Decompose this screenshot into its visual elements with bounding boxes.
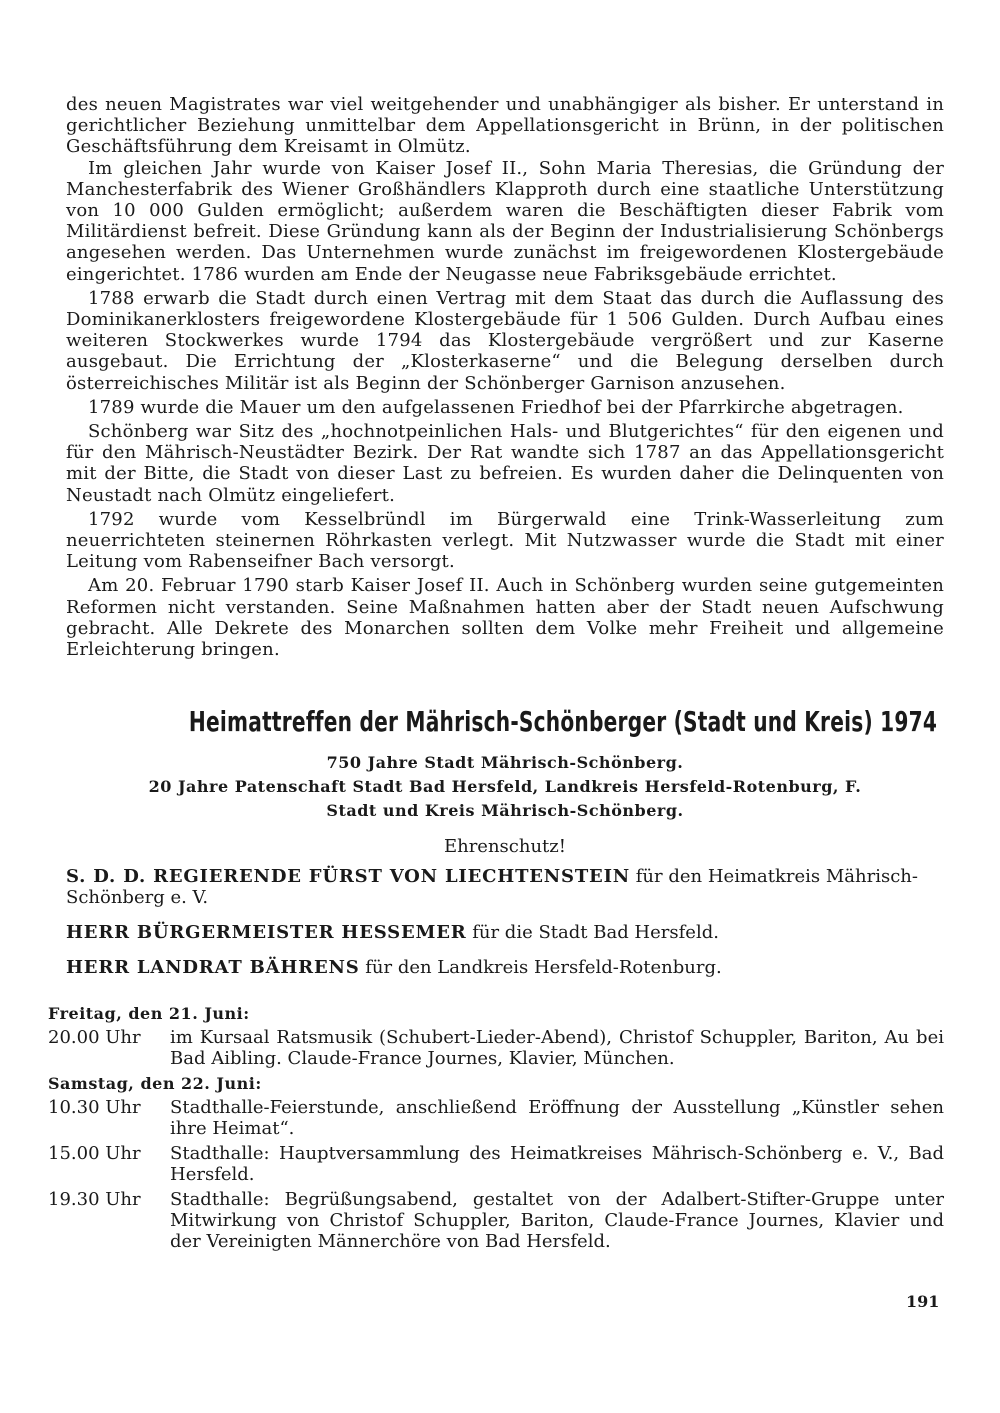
schedule-event: [48, 1189, 944, 1252]
event-time: 19.30 Uhr: [48, 1189, 141, 1211]
paragraph: 1789 wurde die Mauer um den aufgelassenen Friedhof bei der Pfarrkirche abgetragen.: [88, 396, 904, 418]
page: [48, 94, 944, 1256]
day-title: Samstag, den 22. Juni:: [48, 1074, 262, 1094]
patron-name: S. D. D. REGIERENDE FÜRST VON LIECHTENSTEIN: [66, 866, 631, 888]
paragraph: 1788 erwarb die Stadt durch einen Vertrag mit dem Staat das durch die Auflassung des Dominikanerklosters freigewordene Klostergebäude für 1 506 Gulden. Durch Aufbau eines weiteren Stockwerkes wurde 1794 das Klostergebäude vergrößert und zur Kaserne ausgebaut. Die Errichtung der „Klosterkaserne“ und die Belegung derselben durch österreichisches Militär ist als Beginn der Schönberger Garnison anzusehen.: [66, 287, 944, 394]
event-description: im Kursaal Ratsmusik (Schubert-Lieder-Abend), Christof Schuppler, Bariton, Au bei Bad Aibling. Claude-France Journes, Klavier, München.: [170, 1027, 944, 1070]
patron-text: für die Stadt Bad Hersfeld.: [466, 922, 719, 944]
event-time: 20.00 Uhr: [48, 1027, 141, 1049]
day-title: Freitag, den 21. Juni:: [48, 1004, 250, 1024]
subheadings: [66, 751, 944, 823]
patron-entry: [66, 922, 944, 943]
patron-name: HERR LANDRAT BÄHRENS: [66, 957, 360, 979]
paragraph: Im gleichen Jahr wurde von Kaiser Josef II., Sohn Maria Theresias, die Gründung der Manchesterfabrik des Wiener Großhändlers Klapproth durch eine staatliche Unterstützung von 10 000 Gulden ermöglicht; außerdem waren die Beschäftigten dieser Fabrik vom Militärdienst befreit. Diese Gründung kann als der Beginn der Industrialisierung Schönbergs angesehen werden. Das Unternehmen wurde zunächst im freigewordenen Klostergebäude eingerichtet. 1786 wurden am Ende der Neugasse neue Fabriksgebäude errichtet.: [66, 157, 944, 285]
event-description: Stadthalle: Hauptversammlung des Heimatkreises Mährisch-Schönberg e. V., Bad Hersfeld.: [170, 1143, 944, 1186]
schedule-event: [48, 1097, 944, 1139]
patron-entry: [66, 866, 944, 908]
patron-text: für den Heimatkreis Mährisch-Schönberg e. V.: [66, 866, 918, 909]
patron-name: HERR BÜRGERMEISTER HESSEMER: [66, 922, 467, 944]
subheading: 750 Jahre Stadt Mährisch-Schönberg.: [326, 753, 684, 773]
subheading: 20 Jahre Patenschaft Stadt Bad Hersfeld, Landkreis Hersfeld-Rotenburg, F.: [148, 777, 862, 797]
paragraph: des neuen Magistrates war viel weitgehender und unabhängiger als bisher. Er unterstand in gerichtlicher Beziehung unmittelbar dem Appellationsgericht in Brünn, in der politischen Geschäftsführung dem Kreisamt in Olmütz.: [66, 94, 944, 158]
schedule-day: [48, 1003, 944, 1069]
page-number: 191: [906, 1292, 940, 1311]
program-schedule: [48, 1003, 944, 1252]
event-description: Stadthalle-Feierstunde, anschließend Eröffnung der Ausstellung „Künstler sehen ihre Heimat“.: [170, 1097, 944, 1140]
paragraph: Am 20. Februar 1790 starb Kaiser Josef II. Auch in Schönberg wurden seine gutgemeinten Reformen nicht verstanden. Seine Maßnahmen hatten aber der Stadt neuen Aufschwung gebracht. Alle Dekrete des Monarchen sollten dem Volke mehr Freiheit und allgemeine Erleichterung bringen.: [66, 575, 944, 661]
schedule-event: [48, 1143, 944, 1185]
event-time: 10.30 Uhr: [48, 1097, 141, 1119]
patron-text: für den Landkreis Hersfeld-Rotenburg.: [359, 957, 722, 979]
schedule-event: [48, 1027, 944, 1069]
subheading: Stadt und Kreis Mährisch-Schönberg.: [326, 801, 684, 821]
honor-title: Ehrenschutz!: [443, 836, 567, 858]
patrons-list: [66, 866, 944, 978]
section-heading: Heimattreffen der Mährisch-Schönberger (Stadt und Kreis) 1974: [188, 705, 938, 739]
paragraph: 1792 wurde vom Kesselbründl im Bürgerwald eine Trink-Wasserleitung zum neuerrichteten steinernen Röhrkasten verlegt. Mit Nutzwasser wurde die Stadt mit einer Leitung vom Rabenseifner Bach versorgt.: [66, 508, 944, 573]
patron-entry: [66, 957, 944, 978]
event-description: Stadthalle: Begrüßungsabend, gestaltet von der Adalbert-Stifter-Gruppe unter Mitwirkung von Christof Schuppler, Bariton, Claude-France Journes, Klavier und der Vereinigten Männerchöre von Bad Hersfeld.: [170, 1189, 944, 1253]
event-time: 15.00 Uhr: [48, 1143, 141, 1165]
schedule-day: [48, 1073, 944, 1252]
paragraph: Schönberg war Sitz des „hochnotpeinlichen Hals- und Blutgerichtes“ für den eigenen und für den Mährisch-Neustädter Bezirk. Der Rat wandte sich 1787 an das Appellationsgericht mit der Bitte, die Stadt von dieser Last zu befreien. Es wurden daher die Delinquenten von Neustadt nach Olmütz eingeliefert.: [66, 421, 944, 506]
history-text: [66, 94, 944, 660]
